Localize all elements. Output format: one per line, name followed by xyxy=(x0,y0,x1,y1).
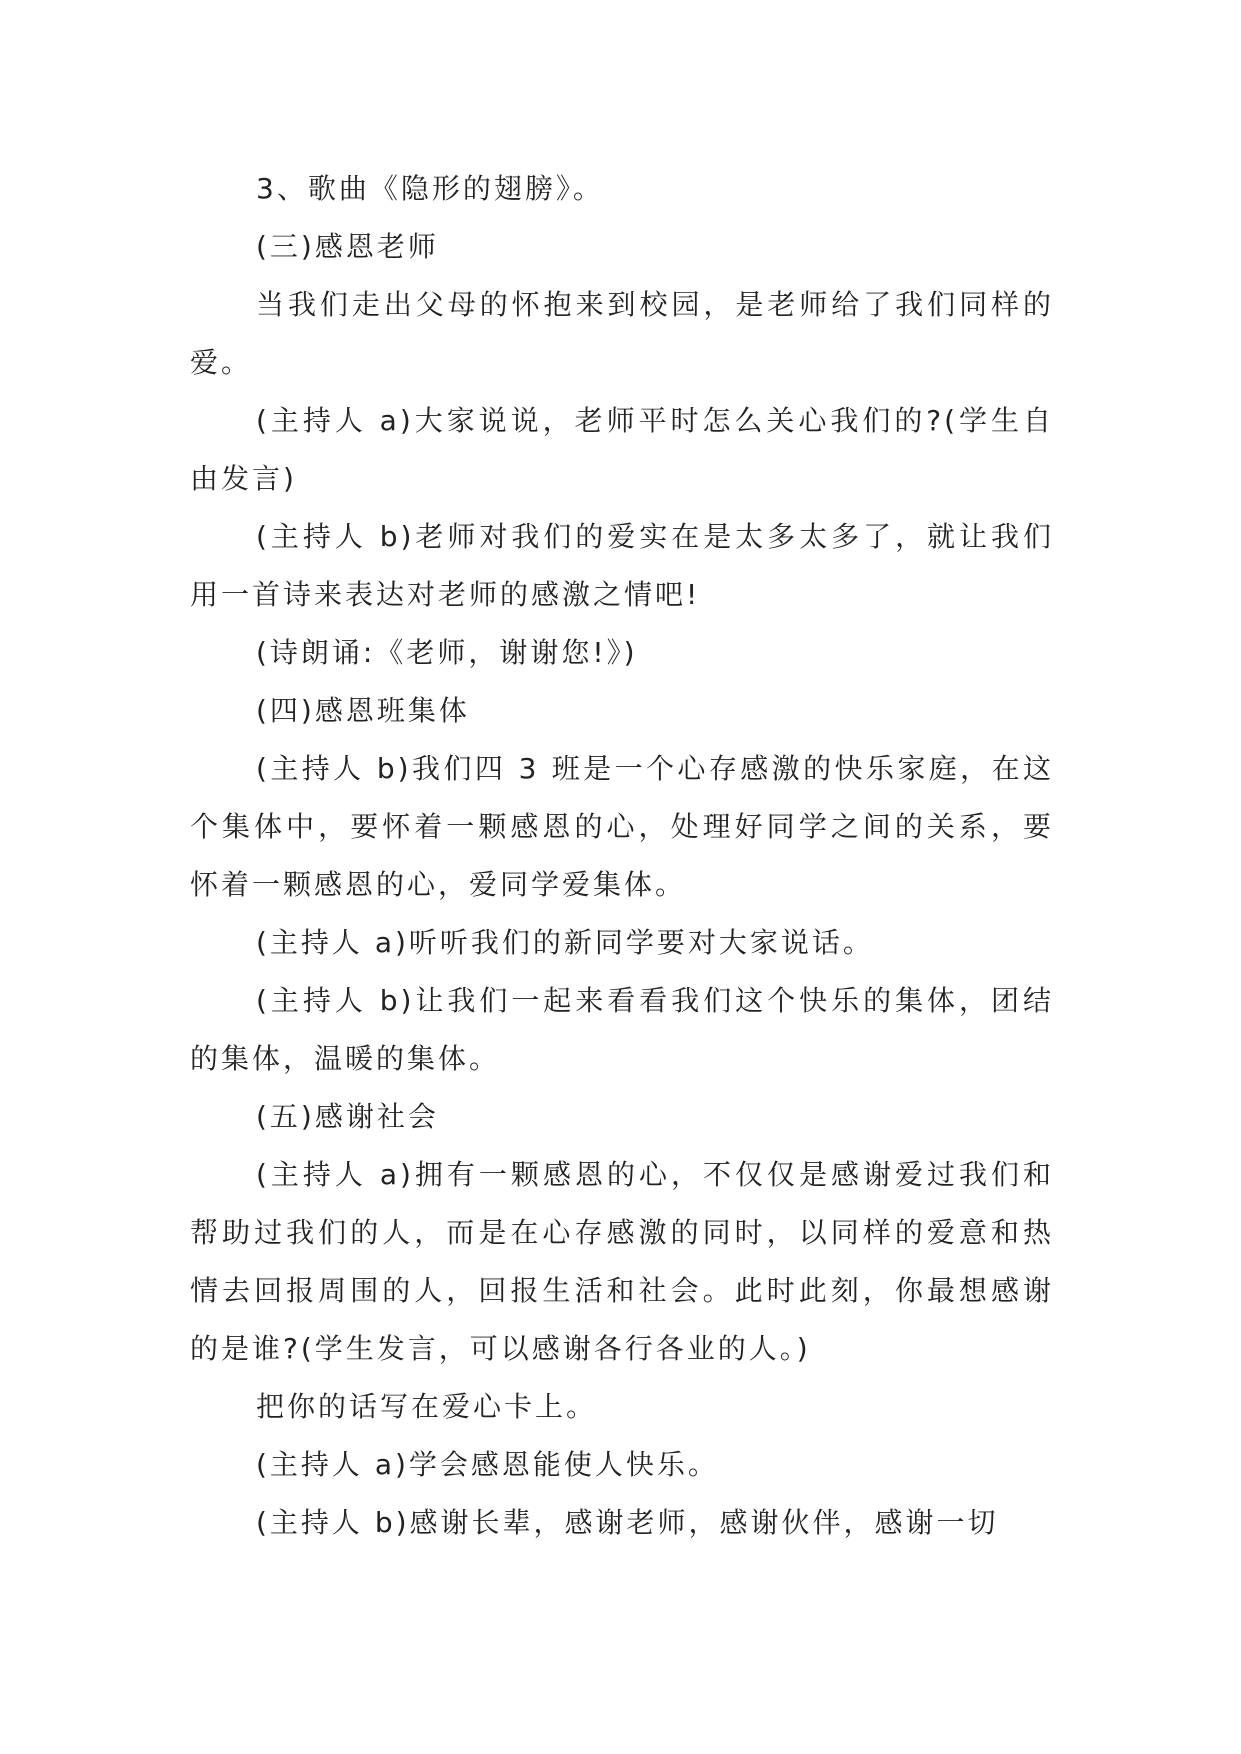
paragraph-host-a-gratitude-joy: (主持人 a)学会感恩能使人快乐。 xyxy=(256,1448,719,1481)
paragraph-host-b-happy-class: (主持人 b)让我们一起来看看我们这个快乐的集体，团结的集体，温暖的集体。 xyxy=(190,984,1054,1075)
paragraph-host-a-new-students: (主持人 a)听听我们的新同学要对大家说话。 xyxy=(256,926,874,959)
paragraph-song-item: 3、歌曲《隐形的翅膀》。 xyxy=(256,172,604,205)
paragraph-love-card: 把你的话写在爱心卡上。 xyxy=(256,1390,598,1423)
section-heading-thank-class: (四)感恩班集体 xyxy=(256,694,470,727)
paragraph-host-a-question: (主持人 a)大家说说，老师平时怎么关心我们的?(学生自由发言) xyxy=(190,404,1054,495)
paragraph-teacher-love: 当我们走出父母的怀抱来到校园，是老师给了我们同样的爱。 xyxy=(190,288,1054,379)
section-heading-thank-society: (五)感谢社会 xyxy=(256,1100,439,1133)
paragraph-host-b-class-family: (主持人 b)我们四 3 班是一个心存感激的快乐家庭，在这个集体中，要怀着一颗感恩的心，处理好同学之间的关系，要怀着一颗感恩的心，爱同学爱集体。 xyxy=(190,752,1054,901)
paragraph-host-b-poem-intro: (主持人 b)老师对我们的爱实在是太多太多了，就让我们用一首诗来表达对老师的感激之情吧! xyxy=(190,520,1054,611)
paragraph-poem-recital: (诗朗诵:《老师，谢谢您!》) xyxy=(256,636,638,669)
section-heading-thank-teachers: (三)感恩老师 xyxy=(256,230,439,263)
paragraph-host-b-thank-all: (主持人 b)感谢长辈，感谢老师，感谢伙伴，感谢一切 xyxy=(256,1506,999,1539)
document-body xyxy=(190,160,1054,1552)
paragraph-host-a-grateful-heart: (主持人 a)拥有一颗感恩的心，不仅仅是感谢爱过我们和帮助过我们的人，而是在心存感激的同时，以同样的爱意和热情去回报周围的人，回报生活和社会。此时此刻，你最想感谢的是谁?(学生发言，可以感谢各行各业的人。) xyxy=(190,1158,1054,1365)
